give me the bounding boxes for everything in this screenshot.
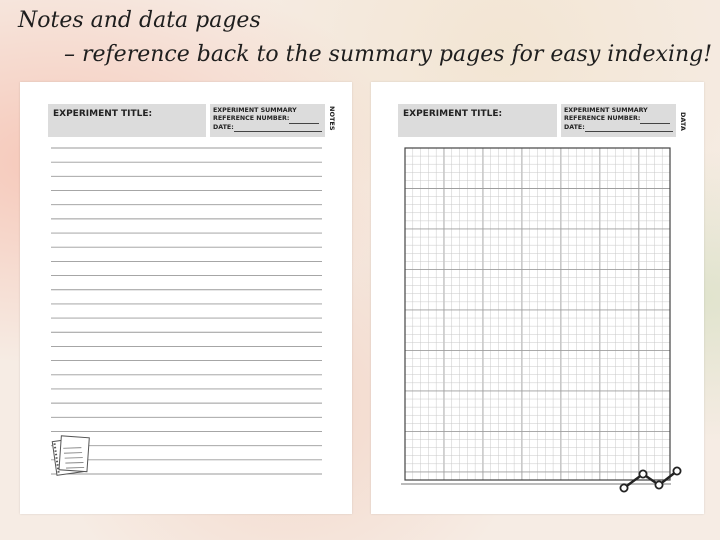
notes-page xyxy=(20,82,352,514)
experiment-title-label: EXPERIMENT TITLE: xyxy=(53,109,153,119)
summary-label: EXPERIMENT SUMMARY xyxy=(564,107,648,114)
graph-icon-point xyxy=(673,467,680,474)
notepad-icon xyxy=(52,432,94,476)
graph-grid xyxy=(371,82,704,514)
page-heading xyxy=(18,4,718,72)
data-page xyxy=(371,82,704,514)
graph-icon-point xyxy=(620,484,627,491)
summary-label: EXPERIMENT SUMMARY xyxy=(213,107,297,114)
date-field: DATE: xyxy=(564,124,676,132)
heading-line-2: – reference back to the summary pages for easy indexing! xyxy=(64,42,713,67)
notes-side-tag: NOTES xyxy=(328,106,336,131)
graph-icon-point xyxy=(655,481,662,488)
ruled-lines xyxy=(20,82,352,514)
notepad-front-sheet xyxy=(59,436,89,472)
data-side-tag: DATA xyxy=(679,112,687,131)
reference-number-field: REFERENCE NUMBER: xyxy=(564,115,676,123)
experiment-title-label: EXPERIMENT TITLE: xyxy=(403,109,503,119)
heading-line-1: Notes and data pages xyxy=(18,8,261,33)
graph-icon-point xyxy=(639,470,646,477)
reference-number-field: REFERENCE NUMBER: xyxy=(213,115,325,123)
date-field: DATE: xyxy=(213,124,325,132)
